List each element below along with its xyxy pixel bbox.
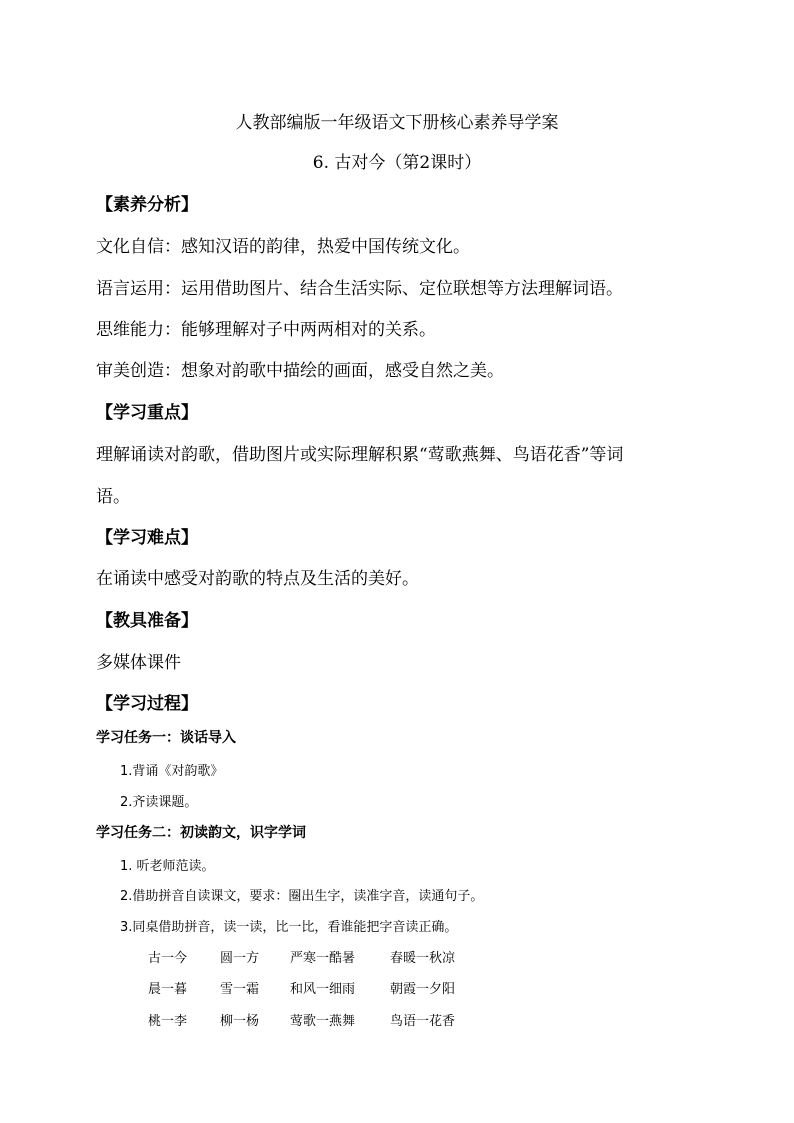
task2-item: 1. 听老师范读。 [120, 859, 215, 874]
analysis-line: 文化自信：感知汉语的韵律，热爱中国传统文化。 [96, 237, 470, 257]
vocab-word: 圆一方 [220, 951, 260, 966]
process-heading: 【学习过程】 [96, 694, 198, 714]
vocab-word: 莺歌一燕舞 [290, 1014, 356, 1029]
vocab-word: 鸟语一花香 [390, 1014, 456, 1029]
materials-text: 多媒体课件 [96, 653, 181, 673]
task2-heading: 学习任务二：初读韵文，识字学词 [96, 825, 306, 841]
document-subtitle: 6. 古对今（第2课时） [312, 153, 482, 173]
focus-text-line1: 理解诵读对韵歌，借助图片或实际理解积累“莺歌燕舞、鸟语花香”等词 [96, 445, 624, 465]
vocab-word: 春暖一秋凉 [390, 951, 456, 966]
focus-heading: 【学习重点】 [96, 403, 198, 423]
vocab-word: 和风一细雨 [290, 982, 356, 997]
task1-item: 1.背诵《对韵歌》 [120, 764, 224, 779]
analysis-line: 思维能力：能够理解对子中两两相对的关系。 [96, 320, 436, 340]
analysis-line: 语言运用：运用借助图片、结合生活实际、定位联想等方法理解词语。 [96, 279, 623, 299]
vocab-word: 严寒一酷暑 [290, 951, 356, 966]
vocab-word: 柳一杨 [220, 1014, 260, 1029]
vocab-word: 古一今 [148, 951, 188, 966]
vocab-word: 雪一霜 [220, 982, 260, 997]
analysis-heading: 【素养分析】 [96, 195, 198, 215]
difficulty-text: 在诵读中感受对韵歌的特点及生活的美好。 [96, 569, 419, 589]
analysis-line: 审美创造：想象对韵歌中描绘的画面，感受自然之美。 [96, 361, 504, 381]
task2-item: 2.借助拼音自读课文，要求：圈出生字，读准字音，读通句子。 [120, 889, 484, 904]
vocab-word: 晨一暮 [148, 982, 188, 997]
difficulty-heading: 【学习难点】 [96, 528, 198, 548]
task1-heading: 学习任务一：谈话导入 [96, 730, 236, 746]
task2-item: 3.同桌借助拼音，读一读，比一比，看谁能把字音读正确。 [120, 920, 458, 935]
focus-text-line2: 语。 [96, 487, 130, 507]
document-title: 人教部编版一年级语文下册核心素养导学案 [235, 113, 559, 133]
task1-item: 2.齐读课题。 [120, 795, 198, 810]
materials-heading: 【教具准备】 [96, 611, 198, 631]
vocab-word: 桃一李 [148, 1014, 188, 1029]
vocab-word: 朝霞一夕阳 [390, 982, 456, 997]
